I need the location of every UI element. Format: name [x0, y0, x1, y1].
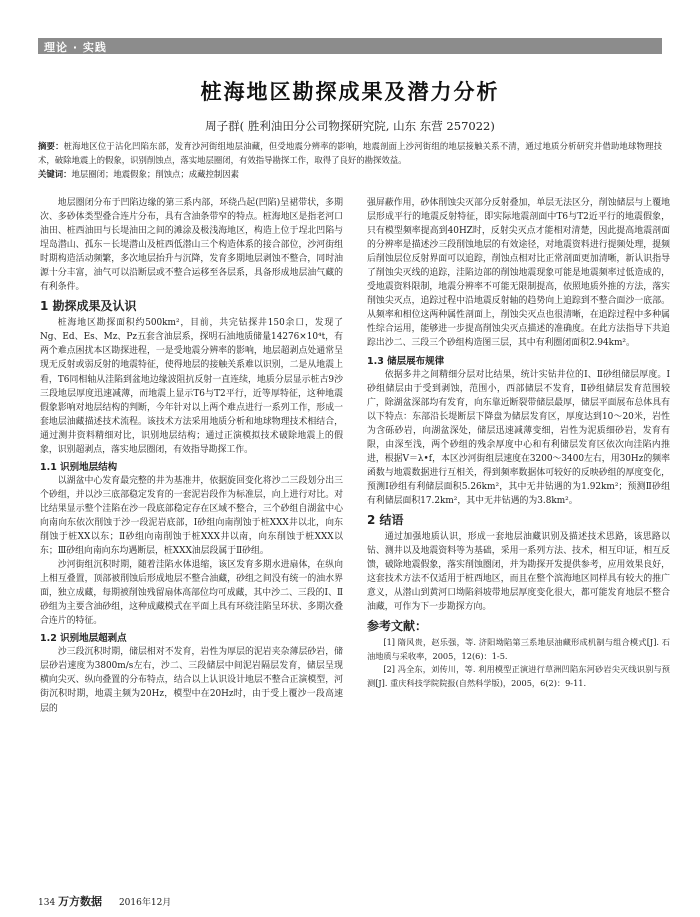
paragraph-2: 通过加强地质认识，形成一套地层油藏识别及描述技术思路，该思路以钻、测井以及地震资料等为基础，采用一系列方法、技术，相互印证，相互反馈，破除地震假象，落实削蚀圈闭，并为勘探开发提供参考，应用效果良好，这套技术方法不仅适用于桩西地区，而且在整个滨海地区同样具有较大的推广意义，从潜山到黄河口坳陷斜坡带地层厚度变化很大，都可能发育地层不整合油藏，可作为下一步勘探方向。	[367, 531, 670, 613]
section-label: 理论 · 实践	[44, 41, 107, 54]
author-line: 周子群( 胜利油田分公司物探研究院, 山东 东营 257022)	[205, 119, 495, 133]
paragraph-1-2: 沙三段沉积时期，储层相对不发育，岩性为厚层的泥岩夹杂薄层砂岩，储层砂岩速度为3800m/s左右，沙二、三段储层中间泥岩隔层发育，储层呈现横向尖灭、纵向叠置的分布特点，结合以上认识设计地层不整合正演模型，河街沉积时期，地震主频为20Hz，模型中在20Hz时，由于受上覆沙一段高速层的	[40, 647, 343, 714]
keywords-text: 地层圈闭；地震假象；削蚀点；成藏控制因素	[71, 169, 239, 179]
paragraph-1-3: 依据多井之间精细分层对比结果，统计实钻井位的Ⅰ、Ⅱ砂组储层厚度。Ⅰ砂组储层由于受到剥蚀，范围小，西部储层不发育，Ⅱ砂组储层发育范围较广，除湖盆深部均有发育，向东靠近断裂带储层最厚，储层平面展布总体具有以下特点：东部沿长堤断层下降盘为储层发育区，厚度达到10～20米，岩性为含砾砂岩，向湖盆深处，储层迅速减薄变细，岩性为泥质细砂岩，发育有限，由深至浅，两个砂组的残余厚度中心和有利储层发育区依次向洼陷内推进，根据V＝λ•f，本区沙河街组层速度在3200～3400左右，用30Hz的频率函数与地震数据进行互相关，得到频率数据体可较好的反映砂组的厚度变化，预测Ⅰ砂组有利储层面积5.26km²，其中无井钻遇的为1.92km²；预测Ⅱ砂组有利储层面积17.2km²，其中无井钻遇的为3.8km²。	[367, 369, 670, 506]
section-banner	[38, 38, 662, 54]
publisher-logo: 万方数据	[58, 895, 103, 908]
subsection-heading-1-2: 1.2 识别地层超剥点	[40, 633, 127, 645]
page-number: 134	[38, 898, 56, 908]
abstract-block	[38, 139, 662, 181]
paragraph-1: 桩海地区勘探面积约500km²，目前，共完钻探井150余口，发现了Ng、Ed、Es、Mz、Pz五套含油层系，探明石油地质储量14276×10⁴t，有两个难点困扰本区勘探进程，一是受地震分辨率的影响，地层超剥点处通常呈现无反射或弱反射的地震特征，使得地层的接触关系难以识别，二是从地震上看，T6同相轴从洼陷到盆地边缘波阻抗反射一直连续，地质分层显示桩古9沙三段地层厚度迅速减薄，而地震上显示T6与T2平行，近等厚特征，这种地震假象影响对地层结构的判断，今年针对以上两个难点进行一系列工作，形成一套地层油藏描述技术流程。该技术方法采用地质分析和地球物理技术相结合，通过测井资料精细对比，识别地层结构；通过正演模拟技术破除地震上的假象，识别超剥点，落实地层圈闭，有效指导勘探工作。	[40, 318, 343, 455]
paragraph-continued: 强屏蔽作用，砂体削蚀尖灭部分反射叠加，单层无法区分，削蚀储层与上覆地层形成平行的地震反射特征，即实际地震剖面中T6与T2近平行的地震假象，只有模型频率提高到40HZ时，反射尖灭点才能相对清楚，因此提高地震剖面的分辨率是描述沙三段削蚀地层的有效途径，对地震资料进行提频处理，提频后削蚀层位反射界面可以追踪，削蚀点相对比正常剖面更加清晰，新认识指导了削蚀尖灭线的追踪，洼陷边部的削蚀地震现象可能是地震频率过低造成的，受地震资料限制，地震分辨率不可能无限制提高，依照地质外推的方法，落实削蚀尖灭点，追踪过程中沿地震反射轴的趋势向上追踪到不整合面沙一底部。从频率和相位这两种属性剖面上，削蚀尖灭点也很清晰，在追踪过程中多种属性综合运用，能够进一步提高削蚀尖灭点描述的准确度。在此方法指导下共追踪出沙二、三段三个砂组构造图三层，其中有利圈闭面积2.94km²。	[367, 198, 670, 349]
section-heading-1: 1 勘探成果及认识	[40, 299, 137, 314]
reference-item: [2] 冯全东，刘传川，等. 利用模型正演进行草洲凹陷东河砂岩尖灭线识别与预测[J]. 重庆科技学院院报(自然科学版)，2005，6(2)：9-11.	[367, 664, 670, 688]
issue-date: 2016年12月	[118, 898, 172, 908]
references-heading: 参考文献：	[367, 619, 428, 634]
page-footer	[38, 893, 171, 909]
keywords-label: 关键词：	[38, 169, 72, 179]
left-column	[40, 196, 343, 716]
intro-paragraph: 地层圈闭分布于凹陷边缘的第三系内部，环绕凸起(凹陷)呈裙带状，多期次、多砂体类型叠合连片分布，具有含油条带窄的特点。桩海地区是指老河口油田、桩西油田与长堤油田之间的滩涂及极浅海地区，构造上位于埕北凹陷与埕岛潜山、孤东－长堤潜山及桩西低潜山三个构造体系的接合部位，沙河街组时期构造活动频繁，多次地层抬升与沉降，发育多期地层剥蚀不整合，同时油源十分丰富，油气可以沿断层或不整合运移至各层系，具备形成地层油气藏的有利条件。	[40, 198, 343, 293]
subsection-heading-1-1: 1.1 识别地层结构	[40, 461, 118, 473]
subsection-heading-1-3: 1.3 储层展布规律	[367, 355, 445, 367]
right-column	[367, 196, 670, 690]
reference-item: [1] 隋风贵，赵乐强，等. 济阳坳陷第三系地层油藏形成机制与组合模式[J]. 石油地质与采收率，2005，12(6)：1-5.	[367, 637, 670, 661]
paragraph-1-1: 以湖盆中心发育最完整的井为基准井，依据旋回变化将沙二三段划分出三个砂组，并以沙三底部稳定发育的一套泥岩段作为标准层，向上进行对比。对比结果显示整个洼陷在沙一段底部稳定存在区域不整合，三个砂组自湖盆中心向南向东依次削蚀于沙一段泥岩底部，Ⅰ砂组向南削蚀于桩XXX井以北，向东削蚀于桩XX以东；Ⅱ砂组向南削蚀于桩XXX井以南，向东削蚀于桩XXX以东；Ⅲ砂组向南向东均遇断层，桩XXX油层段属于Ⅱ砂组。	[40, 475, 343, 557]
article-title: 桩海地区勘探成果及潜力分析	[200, 80, 500, 104]
section-heading-2: 2 结语	[367, 512, 404, 527]
abstract-text: 桩海地区位于沾化凹陷东部，发育沙河街组地层油藏，但受地震分辨率的影响，地震剖面上沙河街组的地层接触关系不清，通过地质分析研究并借助地球物理技术，破除地震上的假象，识别削蚀点，落实地层圈闭，有效指导勘探工作，取得了良好的勘探效益。	[38, 141, 662, 165]
paragraph-1-1b: 沙河街组沉积时期，随着洼陷水体退缩，该区发育多期水进扇体，在纵向上相互叠置，顶部被削蚀后形成地层不整合油藏，砂组之间没有统一的油水界面，独立成藏，每期被削蚀残留扇体高部位均可成藏，其中沙二、三段的Ⅰ、Ⅱ砂组为主要含油砂组，这种成藏模式在平面上具有环绕洼陷呈环状、多期次叠合连片的特征。	[40, 560, 343, 627]
abstract-label: 摘要：	[38, 141, 64, 151]
